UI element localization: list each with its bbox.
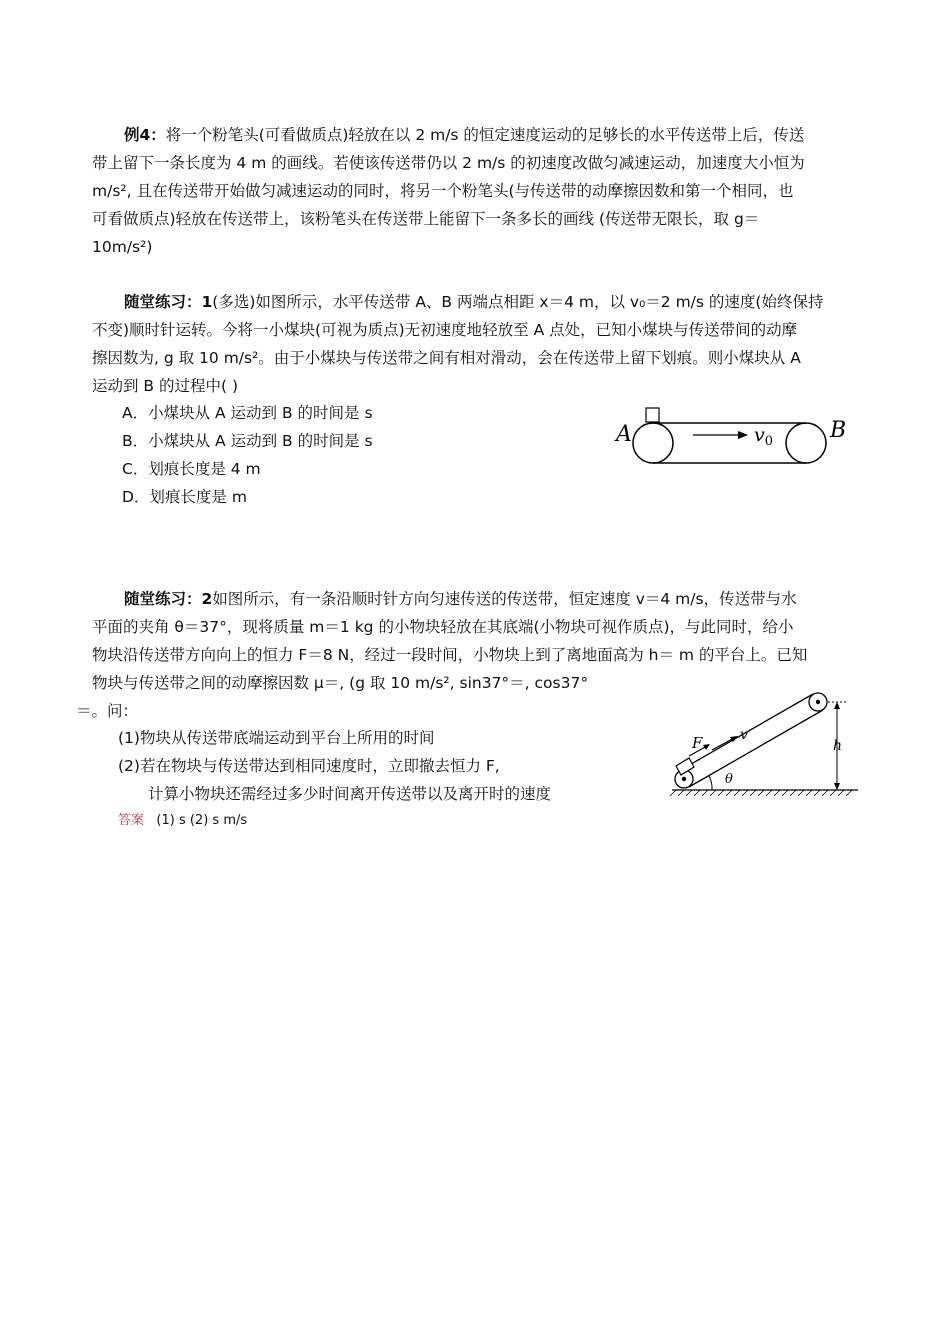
bottom-roller-axle (682, 777, 686, 781)
example4-line-2: 带上留下一条长度为 4 m 的画线。若使该传送带仍以 2 m/s 的初速度改做匀减速运动，加速度大小恒为 (92, 154, 805, 172)
left-roller (633, 423, 673, 463)
figure-label-theta: θ (725, 772, 733, 787)
practice2-line-5: ＝。问： (76, 702, 139, 720)
example4-label: 例4： (124, 126, 166, 144)
example4-paragraph (92, 121, 862, 261)
practice1-label: 随堂练习：1 (124, 293, 213, 311)
figure-label-v: v (740, 727, 748, 743)
figure-label-h: h (833, 738, 843, 754)
practice2-line-4: 物块与传送带之间的动摩擦因数 μ＝, (g 取 10 m/s², sin37°＝, cos37° (92, 674, 589, 692)
practice2-line-2: 平面的夹角 θ＝37°，现将质量 m＝1 kg 的小物块轻放在其底端(小物块可视作质点)，与此同时，给小 (92, 618, 794, 636)
example4-line-5: 10m/s²) (92, 238, 153, 256)
figure-label-v0: $v_0$ (754, 424, 774, 449)
inclined-conveyor-figure (668, 690, 868, 802)
height-arrow-top (834, 702, 840, 709)
example4-line-4: 可看做质点)轻放在传送带上，该粉笔头在传送带上能留下一条多长的画线 (传送带无限长，取 g＝ (92, 210, 760, 228)
figure-label-f: F (692, 734, 703, 752)
answer-label: 答案 (118, 813, 145, 828)
practice2-label: 随堂练习：2 (124, 590, 213, 608)
coal-block (646, 408, 659, 422)
example4-line-1: 例4：将一个粉笔头(可看做质点)轻放在以 2 m/s 的恒定速度运动的足够长的水平传送带上后，传送 (124, 126, 805, 144)
height-arrow-bottom (834, 783, 840, 790)
force-arrow-head (703, 744, 710, 750)
velocity-arrow-inclined (712, 738, 734, 750)
practice2-paragraph (92, 585, 862, 697)
figure-label-a: A (616, 422, 632, 447)
practice1-line-3: 擦因数为, g 取 10 m/s²。由于小煤块与传送带之间有相对滑动，会在传送带上留下划痕。则小煤块从 A (92, 349, 801, 367)
horizontal-conveyor-figure (608, 404, 858, 468)
practice2-line-1: 随堂练习：2如图所示，有一条沿顺时针方向匀速传送的传送带，恒定速度 v＝4 m/s，传送带与水 (124, 590, 797, 608)
practice1-option-c: C．划痕长度是 4 m (122, 460, 261, 478)
practice2-answer (118, 807, 247, 835)
answer-text: (1) s (2) s m/s (156, 813, 248, 828)
practice2-question-1: (1)物块从传送带底端运动到平台上所用的时间 (118, 729, 435, 747)
practice1-line-2: 不变)顺时针运转。今将一小煤块(可视为质点)无初速度地轻放至 A 点处，已知小煤块与传送带间的动摩 (92, 321, 798, 339)
practice1-option-b: B．小煤块从 A 运动到 B 的时间是 s (122, 432, 373, 450)
practice1-line-4: 运动到 B 的过程中( ) (92, 377, 239, 395)
belt-lower (689, 710, 823, 787)
practice1-paragraph (92, 288, 862, 400)
practice2-line-3: 物块沿传送带方向向上的恒力 F＝8 N，经过一段时间，小物块上到了离地面高为 h＝ m 的平台上。已知 (92, 646, 808, 664)
example4-line-3: m/s², 且在传送带开始做匀减速运动的同时，将另一个粉笔头(与传送带的动摩擦因数和第一个相同，也 (92, 182, 794, 200)
right-roller (786, 423, 826, 463)
practice2-question-2-continued: 计算小物块还需经过多少时间离开传送带以及离开时的速度 (148, 785, 552, 803)
practice2-question-2: (2)若在物块与传送带达到相同速度时，立即撤去恒力 F, (118, 757, 500, 775)
ground-hatching (670, 790, 852, 796)
angle-arc (709, 776, 712, 790)
practice1-line-1: 随堂练习：1(多选)如图所示，水平传送带 A、B 两端点相距 x＝4 m，以 v₀＝2 m/s 的速度(始终保持 (124, 293, 824, 311)
figure-label-b: B (830, 418, 847, 443)
practice1-option-a: A．小煤块从 A 运动到 B 的时间是 s (122, 404, 373, 422)
velocity-arrow-head (738, 431, 748, 439)
top-roller-axle (816, 700, 820, 704)
practice1-option-d: D．划痕长度是 m (122, 488, 247, 506)
